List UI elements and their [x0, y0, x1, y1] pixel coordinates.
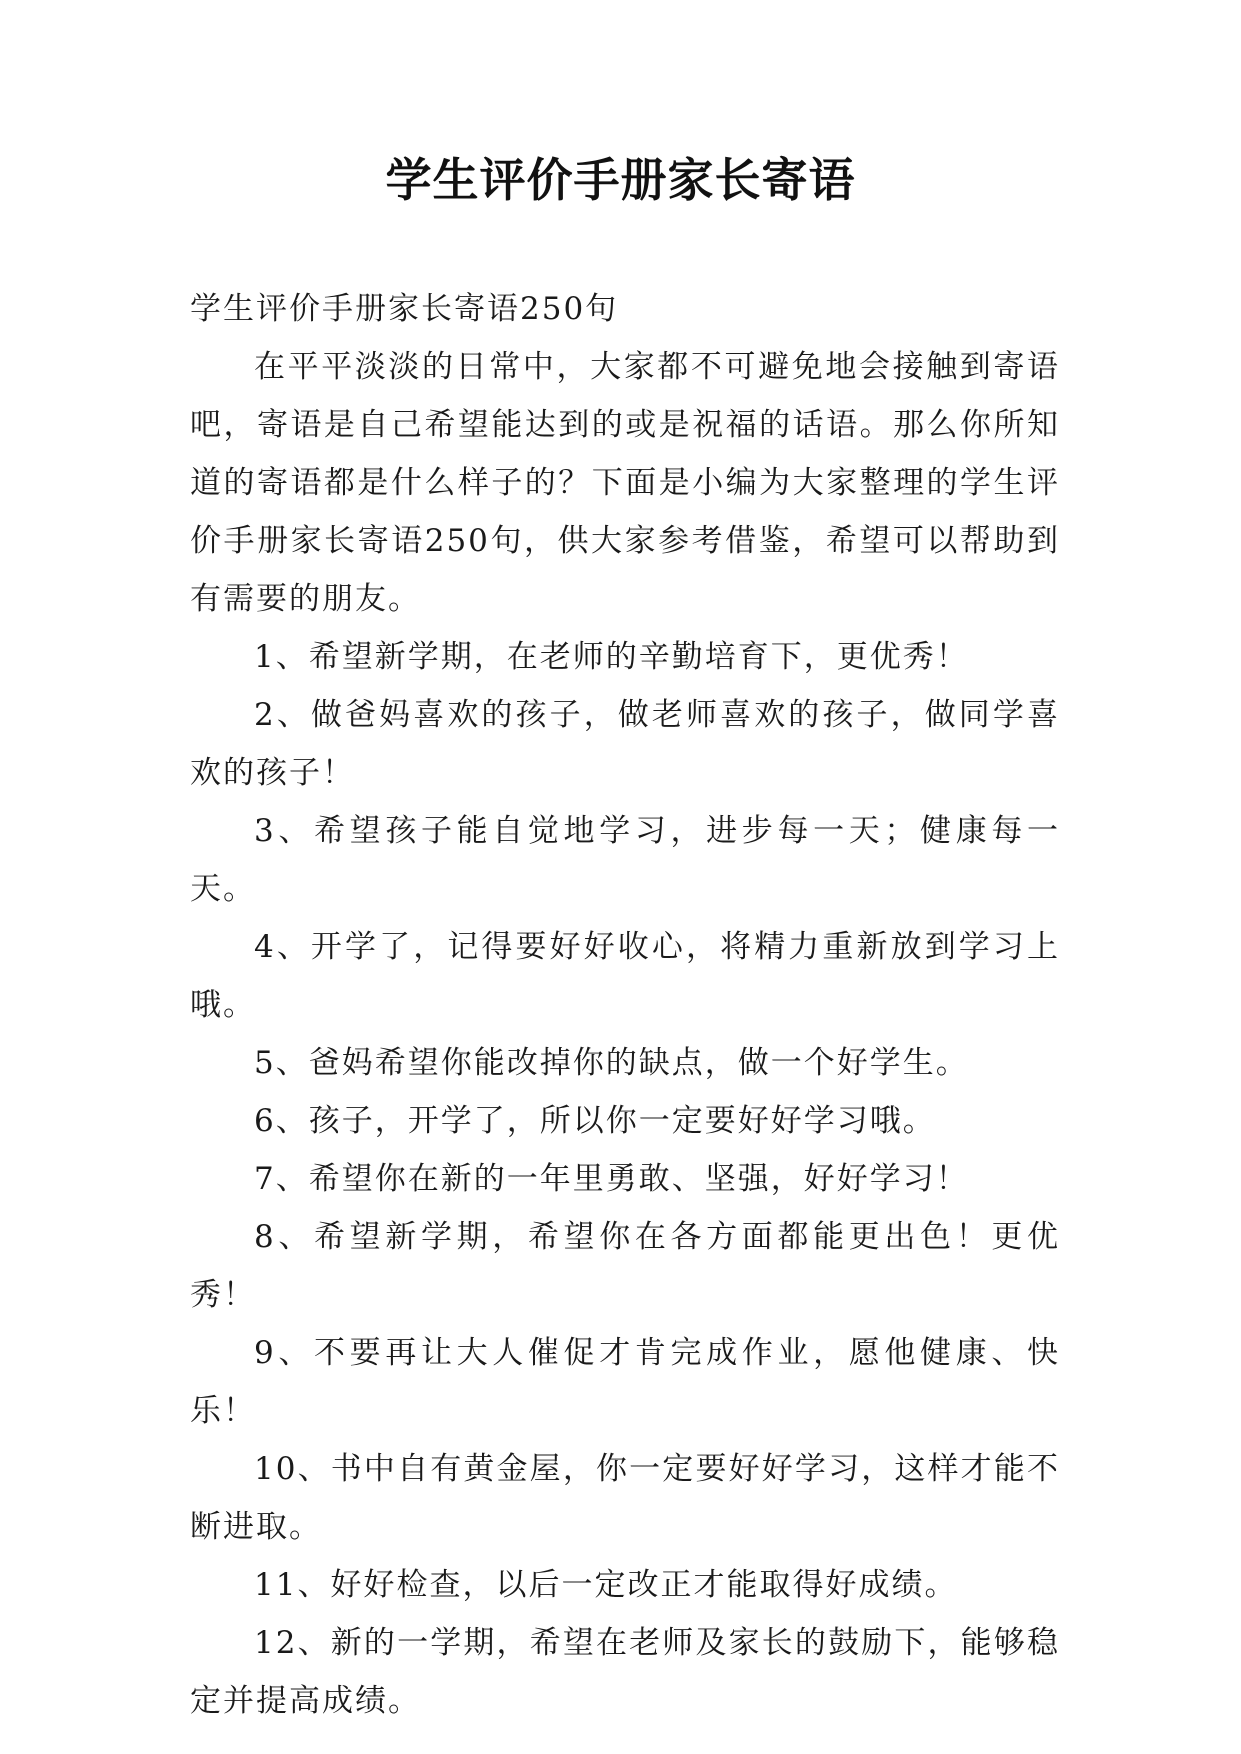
list-item: 3、希望孩子能自觉地学习，进步每一天；健康每一天。 — [190, 813, 1060, 907]
list-item: 2、做爸妈喜欢的孩子，做老师喜欢的孩子，做同学喜欢的孩子！ — [190, 697, 1060, 791]
document-subtitle: 学生评价手册家长寄语250句 — [190, 291, 619, 327]
document-title: 学生评价手册家长寄语 — [385, 153, 856, 207]
list-item: 10、书中自有黄金屋，你一定要好好学习，这样才能不断进取。 — [190, 1451, 1060, 1545]
list-item: 11、好好检查，以后一定改正才能取得好成绩。 — [254, 1567, 958, 1603]
list-item: 12、新的一学期，希望在老师及家长的鼓励下，能够稳定并提高成绩。 — [190, 1625, 1060, 1719]
list-item: 4、开学了，记得要好好收心，将精力重新放到学习上哦。 — [190, 929, 1060, 1023]
list-item: 5、爸妈希望你能改掉你的缺点，做一个好学生。 — [254, 1045, 969, 1081]
intro-paragraph: 在平平淡淡的日常中，大家都不可避免地会接触到寄语吧，寄语是自己希望能达到的或是祝福的话语。那么你所知道的寄语都是什么样子的？下面是小编为大家整理的学生评价手册家长寄语250句，供大家参考借鉴，希望可以帮助到有需要的朋友。 — [190, 349, 1060, 617]
list-item: 9、不要再让大人催促才肯完成作业，愿他健康、快乐！ — [190, 1335, 1060, 1429]
list-item: 1、希望新学期，在老师的辛勤培育下，更优秀！ — [254, 639, 969, 675]
document-body — [190, 280, 1060, 1730]
list-item: 8、希望新学期，希望你在各方面都能更出色！更优秀！ — [190, 1219, 1060, 1313]
list-item: 7、希望你在新的一年里勇敢、坚强，好好学习！ — [254, 1161, 969, 1197]
list-item: 6、孩子，开学了，所以你一定要好好学习哦。 — [254, 1103, 936, 1139]
